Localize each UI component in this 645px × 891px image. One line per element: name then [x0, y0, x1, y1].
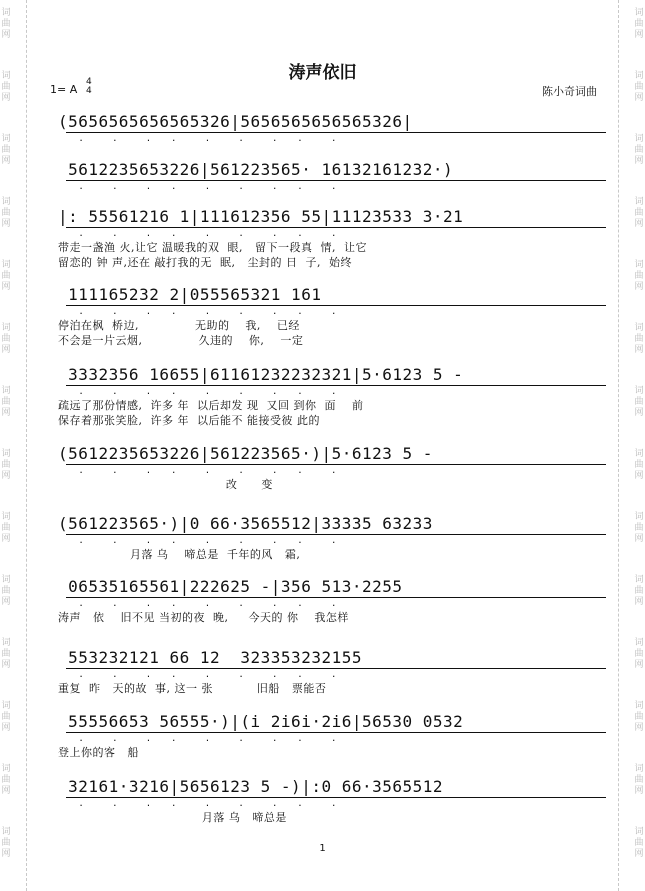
watermark-text: 词 曲 网	[634, 512, 644, 544]
watermark-text: 词 曲 网	[634, 638, 644, 670]
watermark-text: 词 曲 网	[1, 638, 11, 670]
lyric-line: 涛声 依 旧不见 当初的夜 晚, 今天的 你 我怎样	[58, 611, 349, 624]
watermark-text: 词 曲 网	[634, 197, 644, 229]
rhythm-beam	[66, 180, 606, 181]
jianpu-notes: (5656565656565326|5656565656565326|	[58, 112, 413, 131]
lyric-line: 停泊在枫 桥边, 无助的 我, 已经	[58, 319, 300, 332]
octave-dots: . . . . . . . . .	[70, 307, 340, 317]
watermark-text: 词 曲 网	[1, 512, 11, 544]
lyric-line: 月落 乌 啼总是 千年的风 霜,	[58, 548, 301, 561]
lyric-line: 不会是一片云烟, 久违的 你, 一定	[58, 334, 304, 347]
octave-dots: . . . . . . . . .	[70, 536, 340, 546]
watermark-text: 词 曲 网	[634, 323, 644, 355]
lyric-line: 保存着那张笑脸, 许多 年 以后能不 能接受彼 此的	[58, 414, 320, 427]
rhythm-beam	[66, 797, 606, 798]
watermark-text: 词 曲 网	[1, 386, 11, 418]
rhythm-beam	[66, 668, 606, 669]
jianpu-notes: 32161·3216|5656123 5 -)|:0 66·3565512	[58, 777, 444, 796]
song-title: 涛声依旧	[288, 63, 357, 83]
jianpu-notes: (561223565·)|0 66·3565512|33335 63233	[58, 514, 433, 533]
watermark-text: 词 曲 网	[1, 575, 11, 607]
watermark-text: 词 曲 网	[1, 764, 11, 796]
watermark-text: 词 曲 网	[634, 260, 644, 292]
jianpu-notes: 55556653 56555·)|(i 2i6i·2i6|56530 0532	[58, 712, 464, 731]
jianpu-notes: 3332356 16655|61161232232321|5·6123 5 -	[58, 365, 464, 384]
watermark-text: 词 曲 网	[1, 71, 11, 103]
rhythm-beam	[66, 732, 606, 733]
right-border	[618, 0, 633, 891]
lyric-line: 重复 昨 天的故 事, 这一 张 旧船 票能否	[58, 682, 327, 695]
lyric-line: 登上你的客 船	[58, 746, 139, 759]
watermark-text: 词 曲 网	[634, 701, 644, 733]
watermark-text: 词 曲 网	[1, 701, 11, 733]
watermark-text: 词 曲 网	[1, 323, 11, 355]
lyric-line: 带走一盏渔 火,让它 温暖我的双 眼, 留下一段真 情, 让它	[58, 241, 367, 254]
octave-dots: . . . . . . . . .	[70, 182, 340, 192]
rhythm-beam	[66, 132, 606, 133]
octave-dots: . . . . . . . . .	[70, 134, 340, 144]
watermark-text: 词 曲 网	[1, 8, 11, 40]
watermark-text: 词 曲 网	[1, 449, 11, 481]
watermark-text: 词 曲 网	[1, 134, 11, 166]
watermark-text: 词 曲 网	[634, 764, 644, 796]
rhythm-beam	[66, 464, 606, 465]
watermark-text: 词 曲 网	[1, 197, 11, 229]
jianpu-notes: 5612235653226|561223565· 16132161232·)	[58, 160, 454, 179]
rhythm-beam	[66, 305, 606, 306]
lyric-line: 疏远了那份情感, 许多 年 以后却发 现 又回 到你 面 前	[58, 399, 364, 412]
jianpu-notes: (5612235653226|561223565·)|5·6123 5 -	[58, 444, 433, 463]
watermark-text: 词 曲 网	[634, 386, 644, 418]
watermark-text: 词 曲 网	[634, 827, 644, 859]
jianpu-notes: 111165232 2|055565321 161	[58, 285, 322, 304]
key-signature: 1= A	[50, 83, 78, 96]
lyric-line: 留恋的 钟 声,还在 敲打我的无 眠, 尘封的 日 子, 始终	[58, 256, 352, 269]
octave-dots: . . . . . . . . .	[70, 799, 340, 809]
watermark-text: 词 曲 网	[634, 134, 644, 166]
watermark-text: 词 曲 网	[634, 449, 644, 481]
watermark-text: 词 曲 网	[634, 8, 644, 40]
octave-dots: . . . . . . . . .	[70, 734, 340, 744]
lyric-line: 月落 乌 啼总是	[58, 811, 287, 824]
jianpu-notes: 06535165561|222625 -|356 513·2255	[58, 577, 403, 596]
octave-dots: . . . . . . . . .	[70, 387, 340, 397]
rhythm-beam	[66, 597, 606, 598]
jianpu-notes: 553232121 66 12 323353232155	[58, 648, 362, 667]
rhythm-beam	[66, 385, 606, 386]
page-number: 1	[319, 843, 326, 854]
left-border	[12, 0, 27, 891]
octave-dots: . . . . . . . . .	[70, 599, 340, 609]
watermark-text: 词 曲 网	[1, 260, 11, 292]
rhythm-beam	[66, 534, 606, 535]
time-signature: 4 4	[86, 77, 92, 96]
jianpu-notes: |: 55561216 1|111612356 55|11123533 3·21	[58, 207, 464, 226]
credit-lyricist-composer: 陈小奇词曲	[542, 85, 597, 98]
watermark-text: 词 曲 网	[634, 71, 644, 103]
octave-dots: . . . . . . . . .	[70, 466, 340, 476]
octave-dots: . . . . . . . . .	[70, 670, 340, 680]
rhythm-beam	[66, 227, 606, 228]
watermark-text: 词 曲 网	[634, 575, 644, 607]
lyric-line: 改 变	[58, 478, 273, 491]
octave-dots: . . . . . . . . .	[70, 229, 340, 239]
watermark-text: 词 曲 网	[1, 827, 11, 859]
